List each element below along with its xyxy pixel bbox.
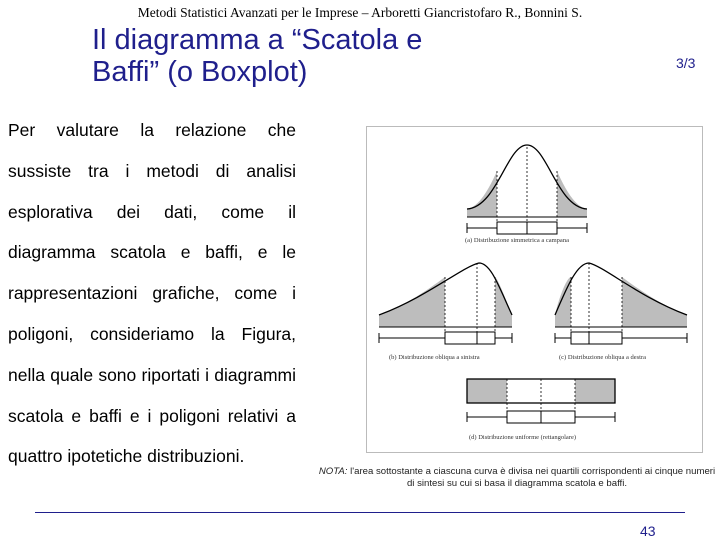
shade-c-right bbox=[622, 277, 687, 327]
caption-d: (d) Distribuzione uniforme (rettangolare) bbox=[469, 434, 577, 441]
header-citation: Metodi Statistici Avanzati per le Imprese – Arboretti Giancristofaro R., Bonnini S. bbox=[137, 5, 583, 20]
shade-b-left bbox=[379, 277, 445, 327]
curve-c bbox=[555, 263, 687, 315]
figure-note bbox=[318, 466, 716, 490]
caption-c: (c) Distribuzione obliqua a destra bbox=[559, 354, 646, 361]
curve-b bbox=[379, 263, 512, 315]
slide-counter: 3/3 bbox=[676, 55, 696, 71]
panel-a bbox=[465, 145, 587, 244]
figure-drawing bbox=[367, 127, 702, 452]
caption-a: (a) Distribuzione simmetrica a campana bbox=[465, 237, 569, 244]
title-line-1: Il diagramma a “Scatola e bbox=[92, 24, 423, 56]
shade-d-right bbox=[575, 379, 615, 403]
panel-b bbox=[379, 263, 512, 361]
shade-a-left bbox=[467, 171, 497, 217]
boxplot-b bbox=[379, 332, 512, 344]
body-paragraph: Per valutare la relazione che sussiste tra i metodi di analisi esplorativa dei dati, come il diagramma scatola e baffi, e le rappresentazioni grafiche, come i poligoni, consideriamo la Figura, nella quale sono riportati i diagrammi scatola e baffi e i poligoni relativi a quattro ipotetiche distribuzioni. bbox=[8, 120, 296, 467]
panel-c bbox=[555, 263, 687, 361]
boxplot-d bbox=[467, 411, 615, 423]
page-number: 43 bbox=[640, 523, 656, 539]
caption-b: (b) Distribuzione obliqua a sinistra bbox=[389, 354, 480, 361]
note-text: l'area sottostante a ciascuna curva è divisa nei quartili corrispondenti ai cinque numeri di sintesi su cui si basa il diagramma scatola e baffi. bbox=[350, 466, 716, 489]
boxplot-c bbox=[555, 332, 687, 344]
footer-rule bbox=[35, 512, 685, 513]
slide-title bbox=[92, 24, 552, 88]
note-label: NOTA: bbox=[318, 466, 348, 477]
title-line-2: Baffi” (o Boxplot) bbox=[92, 56, 308, 88]
shade-a-right bbox=[557, 171, 587, 217]
boxplot-figure bbox=[366, 126, 703, 453]
panel-d bbox=[467, 379, 615, 441]
shade-d-left bbox=[467, 379, 507, 403]
boxplot-a bbox=[467, 222, 587, 234]
